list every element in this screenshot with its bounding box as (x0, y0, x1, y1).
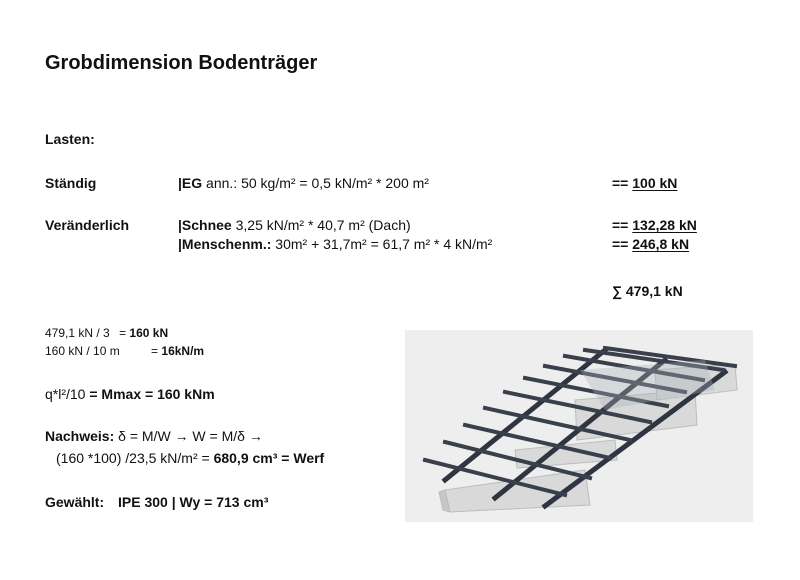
nachweis-formula: δ = M/W → W = M/δ → (114, 428, 263, 444)
staendig-formula-text: ann.: 50 kg/m² = 0,5 kN/m² * 200 m² (202, 175, 429, 191)
nachweis-line2-expr: (160 *100) /23,5 kN/m² = (56, 450, 210, 466)
gewaehlt-line (45, 494, 268, 510)
gewaehlt-value: IPE 300 | Wy = 713 cm³ (118, 494, 269, 510)
nachweis-label: Nachweis: (45, 428, 115, 444)
schnee-prefix: |Schnee (178, 217, 232, 233)
calc-line2 (45, 344, 204, 358)
steel-frame-drawing (405, 330, 753, 522)
nachweis-line2-result: 680,9 cm³ = Werf (209, 450, 325, 466)
nachweis-line2 (56, 450, 324, 466)
calc-line1-expr: 479,1 kN / 3 (45, 326, 110, 340)
calc-line2-eq: = (151, 344, 159, 358)
menschen-prefix: |Menschenm.: (178, 236, 272, 252)
moment-result: = Mmax = 160 kNm (89, 386, 215, 402)
menschen-result-value: 246,8 kN (632, 236, 690, 252)
calc-line1 (45, 326, 168, 340)
menschen-eq: == (612, 236, 629, 252)
calc-line2-expr: 160 kN / 10 m (45, 344, 120, 358)
gewaehlt-label: Gewählt: (45, 494, 105, 510)
structure-illustration (405, 330, 753, 522)
staendig-result-value: 100 kN (632, 175, 678, 191)
moment-expr: q*l²/10 (45, 386, 86, 402)
nachweis-line (45, 428, 263, 444)
schnee-formula-text: 3,25 kN/m² * 40,7 m² (Dach) (231, 217, 411, 233)
schnee-result-value: 132,28 kN (632, 217, 697, 233)
sum-total: ∑ 479,1 kN (612, 283, 683, 299)
menschen-formula (178, 236, 492, 252)
moment-line (45, 386, 215, 402)
page-title: Grobdimension Bodenträger (45, 52, 318, 74)
schnee-eq: == (612, 217, 629, 233)
lasten-heading: Lasten: (45, 131, 95, 147)
menschen-formula-text: 30m² + 31,7m² = 61,7 m² * 4 kN/m² (271, 236, 493, 252)
schnee-result (612, 217, 697, 233)
veraenderlich-label: Veränderlich (45, 217, 130, 233)
calc-line1-result: 160 kN (129, 326, 169, 340)
staendig-eq: == (612, 175, 629, 191)
staendig-label: Ständig (45, 175, 97, 191)
staendig-result (612, 175, 677, 191)
menschen-result (612, 236, 689, 252)
staendig-formula (178, 175, 429, 191)
schnee-formula (178, 217, 411, 233)
calc-line1-eq: = (119, 326, 127, 340)
calc-line2-result: 16kN/m (161, 344, 205, 358)
staendig-prefix: |EG (178, 175, 203, 191)
